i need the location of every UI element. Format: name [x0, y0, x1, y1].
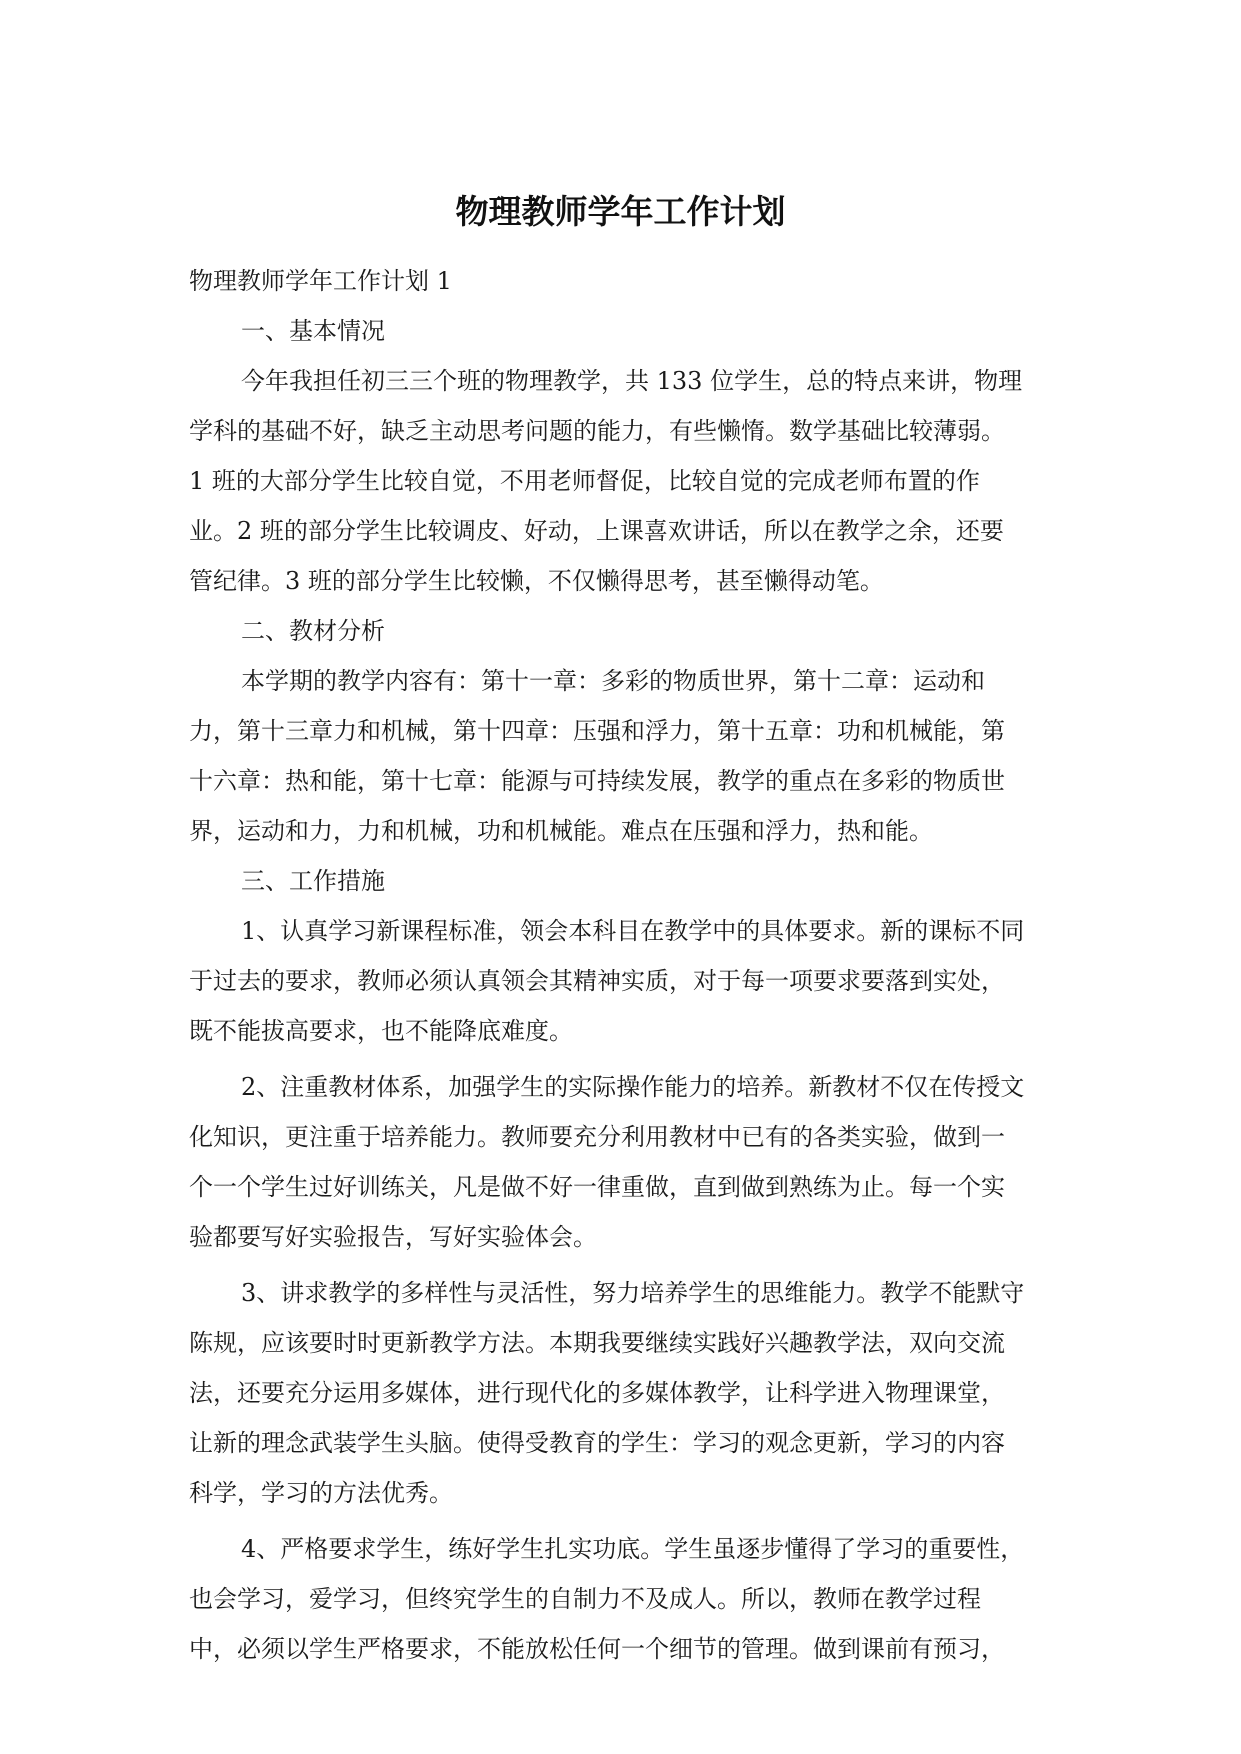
body-line: 于过去的要求，教师必须认真领会其精神实质，对于每一项要求要落到实处，: [189, 967, 1005, 995]
body-line: 1、认真学习新课程标准，领会本科目在教学中的具体要求。新的课标不同: [241, 917, 1025, 945]
body-line: 法，还要充分运用多媒体，进行现代化的多媒体教学，让科学进入物理课堂，: [189, 1379, 1005, 1407]
body-line: 既不能拔高要求，也不能降底难度。: [189, 1017, 573, 1045]
body-line: 一、基本情况: [241, 317, 385, 345]
document-title: 物理教师学年工作计划: [455, 192, 786, 231]
body-line: 本学期的教学内容有：第十一章：多彩的物质世界，第十二章：运动和: [241, 667, 985, 695]
body-line: 今年我担任初三三个班的物理教学，共 133 位学生，总的特点来讲，物理: [241, 367, 1023, 395]
body-line: 也会学习，爱学习，但终究学生的自制力不及成人。所以，教师在教学过程: [189, 1585, 981, 1613]
body-line: 业。2 班的部分学生比较调皮、好动，上课喜欢讲话，所以在教学之余，还要: [189, 517, 1004, 545]
body-line: 让新的理念武装学生头脑。使得受教育的学生：学习的观念更新，学习的内容: [189, 1429, 1005, 1457]
body-line: 十六章：热和能，第十七章：能源与可持续发展，教学的重点在多彩的物质世: [189, 767, 1005, 795]
body-line: 3、讲求教学的多样性与灵活性，努力培养学生的思维能力。教学不能默守: [241, 1279, 1025, 1307]
body-line: 科学，学习的方法优秀。: [189, 1479, 453, 1507]
body-line: 2、注重教材体系，加强学生的实际操作能力的培养。新教材不仅在传授文: [241, 1073, 1025, 1101]
body-line: 个一个学生过好训练关，凡是做不好一律重做，直到做到熟练为止。每一个实: [189, 1173, 1005, 1201]
body-line: 三、工作措施: [241, 867, 385, 895]
body-line: 物理教师学年工作计划 1: [189, 267, 452, 295]
body-line: 陈规，应该要时时更新教学方法。本期我要继续实践好兴趣教学法，双向交流: [189, 1329, 1005, 1357]
body-line: 学科的基础不好，缺乏主动思考问题的能力，有些懒惰。数学基础比较薄弱。: [189, 417, 1005, 445]
body-line: 验都要写好实验报告，写好实验体会。: [189, 1223, 597, 1251]
body-line: 界，运动和力，力和机械，功和机械能。难点在压强和浮力，热和能。: [189, 817, 933, 845]
body-line: 化知识，更注重于培养能力。教师要充分利用教材中已有的各类实验，做到一: [189, 1123, 1005, 1151]
body-line: 中，必须以学生严格要求，不能放松任何一个细节的管理。做到课前有预习，: [189, 1635, 1005, 1663]
document-body: [189, 256, 1051, 1674]
body-line: 1 班的大部分学生比较自觉，不用老师督促，比较自觉的完成老师布置的作: [189, 467, 980, 495]
body-line: 4、严格要求学生，练好学生扎实功底。学生虽逐步懂得了学习的重要性，: [241, 1535, 1025, 1563]
body-line: 管纪律。3 班的部分学生比较懒，不仅懒得思考，甚至懒得动笔。: [189, 567, 884, 595]
body-line: 二、教材分析: [241, 617, 385, 645]
body-line: 力，第十三章力和机械，第十四章：压强和浮力，第十五章：功和机械能，第: [189, 717, 1005, 745]
